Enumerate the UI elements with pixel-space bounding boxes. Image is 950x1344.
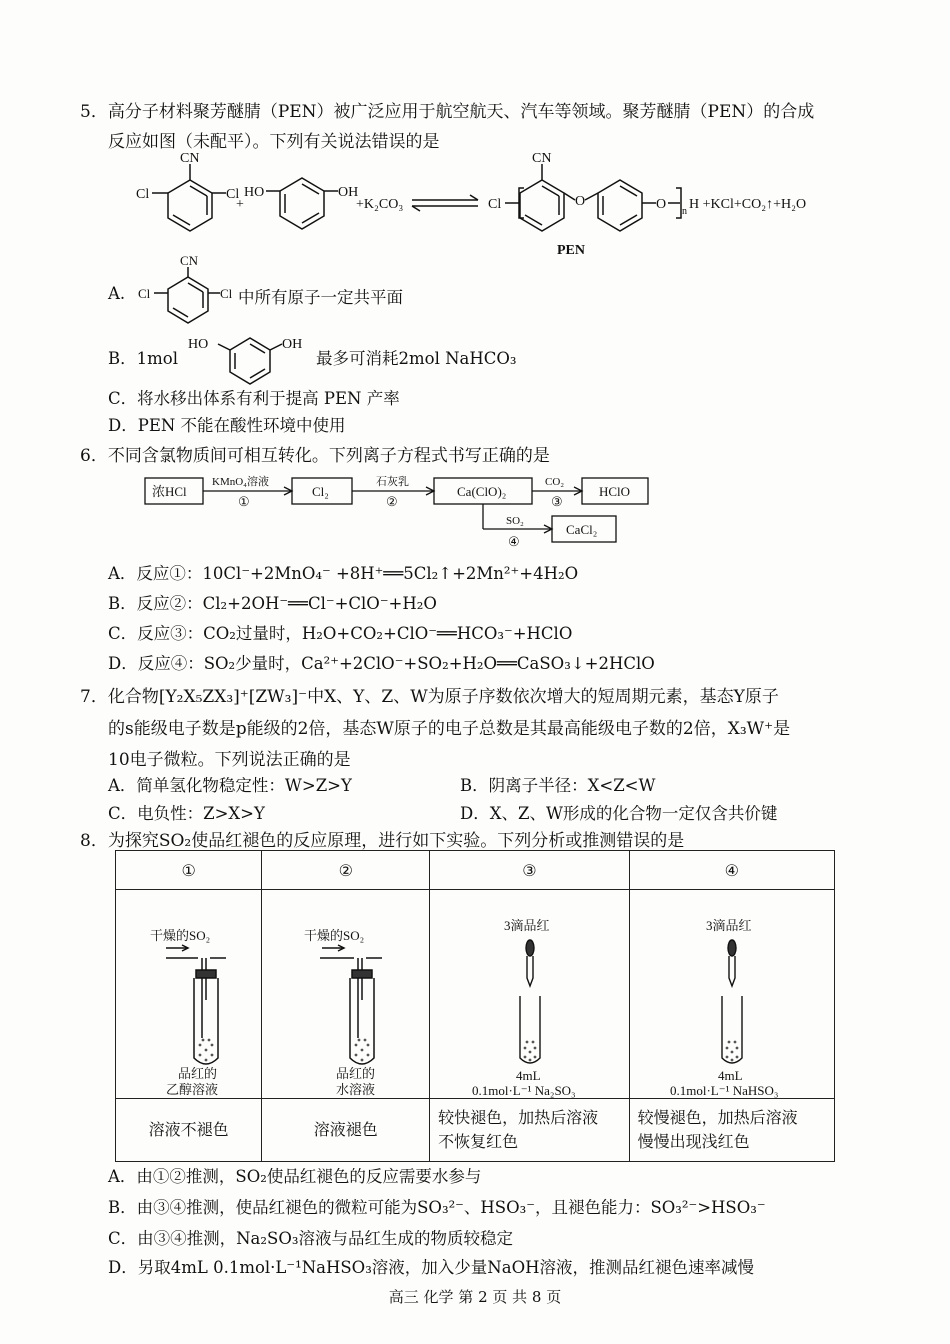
q7-option-d: D．X、Z、W形成的化合物一定仅含共价键	[460, 804, 778, 823]
k2co3-label: +K₂CO₃	[356, 197, 404, 212]
header-exp-4: ④	[629, 851, 834, 890]
q5-stem-line1: 5．高分子材料聚芳醚腈（PEN）被广泛应用于航空航天、汽车等领域。聚芳醚腈（PEN）的合成	[80, 102, 815, 122]
q8-option-a: A．由①②推测，SO₂使品红褪色的反应需要水参与	[108, 1167, 482, 1186]
exp-3-apparatus	[430, 890, 629, 1099]
oh-label: OH	[338, 185, 359, 200]
exp-1-result: 溶液不褪色	[116, 1099, 262, 1162]
flow-arrow3-reagent: CO₂	[545, 476, 565, 488]
chlorine-conversion-flow	[0, 470, 950, 550]
cl-label: Cl	[488, 197, 502, 212]
flow-arrow1-num: ①	[238, 494, 250, 509]
q7-option-b: B．阴离子半径：X<Z<W	[460, 776, 656, 795]
flow-box-caclo2: Ca(ClO)₂	[457, 484, 507, 499]
ho-label: HO	[244, 185, 265, 200]
exp-4-result: 较慢褪色，加热后溶液 慢慢出现浅红色	[629, 1099, 834, 1162]
products-text: H +KCl+CO₂↑+H₂O	[689, 197, 807, 212]
header-exp-3: ③	[430, 851, 629, 890]
q8-stem: 8．为探究SO₂使品红褪色的反应原理，进行如下实验。下列分析或推测错误的是	[80, 831, 685, 851]
q5-option-a-letter: A.	[108, 284, 126, 303]
q7-option-a: A．简单氢化物稳定性：W>Z>Y	[108, 776, 352, 795]
exp-4-volume: 4mL	[717, 1068, 743, 1083]
q6-option-a: A．反应①：10Cl⁻+2MnO₄⁻ +8H⁺══5Cl₂↑+2Mn²⁺+4H₂O	[108, 564, 579, 583]
q7-stem-line2: 的s能级电子数是p能级的2倍，基态W原子的电子总数是其最高能级电子数的2倍，X₃W⁺是	[108, 719, 791, 739]
q7-option-c: C．电负性：Z>X>Y	[108, 804, 265, 823]
exp-3-concentration: 0.1mol·L⁻¹ Na₂SO₃	[472, 1083, 576, 1098]
flow-box-hclo: HClO	[599, 484, 631, 499]
exp-2-label-2: 水溶液	[336, 1082, 376, 1097]
q8-option-d: D．另取4mL 0.1mol·L⁻¹NaHSO₃溶液，加入少量NaOH溶液，推测品红褪色速率减慢	[108, 1258, 754, 1277]
exp-4-apparatus	[629, 890, 834, 1099]
exp-2-result: 溶液褪色	[262, 1099, 430, 1162]
exp-4-concentration: 0.1mol·L⁻¹ NaHSO₃	[669, 1083, 779, 1098]
flow-arrow4-num: ④	[508, 534, 520, 549]
exp-3-result: 较快褪色，加热后溶液 不恢复红色	[430, 1099, 629, 1162]
experiment-table	[115, 850, 835, 1162]
exp-1-label-1: 品红的	[178, 1066, 218, 1081]
flow-box-cacl2: CaCl₂	[566, 522, 598, 537]
q5-option-d: D．PEN 不能在酸性环境中使用	[108, 416, 346, 435]
q7-stem-line3: 10电子微粒。下列说法正确的是	[108, 750, 351, 770]
q5-option-b-prefix: B．1mol	[108, 349, 178, 368]
header-exp-1: ①	[116, 851, 262, 890]
flow-arrow4-reagent: SO₂	[506, 515, 524, 527]
q8-option-c: C．由③④推测，Na₂SO₃溶液与品红生成的物质较稳定	[108, 1229, 513, 1248]
q6-option-d: D．反应④：SO₂少量时，Ca²⁺+2ClO⁻+SO₂+H₂O══CaSO₃↓+2HClO	[108, 654, 655, 673]
oh-label: OH	[282, 337, 303, 352]
q8-option-b: B．由③④推测，使品红褪色的微粒可能为SO₃²⁻、HSO₃⁻，且褪色能力：SO₃²⁻>HSO₃⁻	[108, 1198, 766, 1217]
q7-stem-line1: 7．化合物[Y₂X₅ZX₃]⁺[ZW₃]⁻中X、Y、Z、W为原子序数依次增大的短周期元素，基态Y原子	[80, 687, 779, 707]
pen-synthesis-scheme	[0, 150, 950, 270]
pen-label: PEN	[557, 243, 585, 258]
page-footer: 高三 化学 第 2 页 共 8 页	[388, 1288, 562, 1306]
flow-box-hcl: 浓HCl	[152, 484, 187, 499]
dry-so2-label: 干燥的SO₂	[150, 928, 211, 943]
header-exp-2: ②	[262, 851, 430, 890]
plus-sign: +	[236, 197, 244, 212]
q5-stem-line2: 反应如图（未配平）。下列有关说法错误的是	[108, 132, 440, 152]
exp-1-apparatus	[116, 890, 262, 1099]
n-subscript: n	[682, 206, 687, 217]
q5-option-b: 最多可消耗2mol NaHCO₃	[316, 349, 517, 368]
o-label: O	[575, 194, 586, 209]
cl-label: Cl	[136, 187, 150, 202]
exp-3-volume: 4mL	[516, 1068, 541, 1083]
q6-option-c: C．反应③：CO₂过量时，H₂O+CO₂+ClO⁻══HCO₃⁻+HClO	[108, 624, 573, 643]
q6-stem: 6．不同含氯物质间可相互转化。下列离子方程式书写正确的是	[80, 446, 550, 466]
o-label: O	[656, 197, 667, 212]
exp-2-apparatus	[262, 890, 430, 1099]
dry-so2-label: 干燥的SO₂	[304, 928, 365, 943]
cl-label: Cl	[220, 286, 233, 301]
cn-label: CN	[532, 151, 552, 166]
cn-label: CN	[180, 253, 199, 268]
flow-arrow2-reagent: 石灰乳	[376, 476, 409, 488]
exp-1-label-2: 乙醇溶液	[166, 1082, 219, 1097]
cl-label: Cl	[138, 286, 151, 301]
flow-arrow2-num: ②	[386, 494, 398, 509]
flow-arrow1-reagent: KMnO₄溶液	[212, 476, 270, 488]
resorcinol-structure	[180, 330, 320, 390]
ho-label: HO	[188, 337, 209, 352]
flow-arrow3-num: ③	[551, 494, 563, 509]
cl-label: Cl	[226, 187, 240, 202]
drops-label: 3滴品红	[504, 918, 550, 933]
q6-option-b: B．反应②：Cl₂+2OH⁻══Cl⁻+ClO⁻+H₂O	[108, 594, 437, 613]
dichlorobenzonitrile-structure	[130, 255, 240, 335]
q5-option-c: C．将水移出体系有利于提高 PEN 产率	[108, 389, 400, 408]
flow-box-cl2: Cl₂	[312, 484, 329, 499]
drops-label: 3滴品红	[705, 918, 752, 933]
cn-label: CN	[180, 151, 200, 166]
exp-2-label-1: 品红的	[336, 1066, 376, 1081]
q5-option-a: 中所有原子一定共平面	[238, 288, 403, 307]
